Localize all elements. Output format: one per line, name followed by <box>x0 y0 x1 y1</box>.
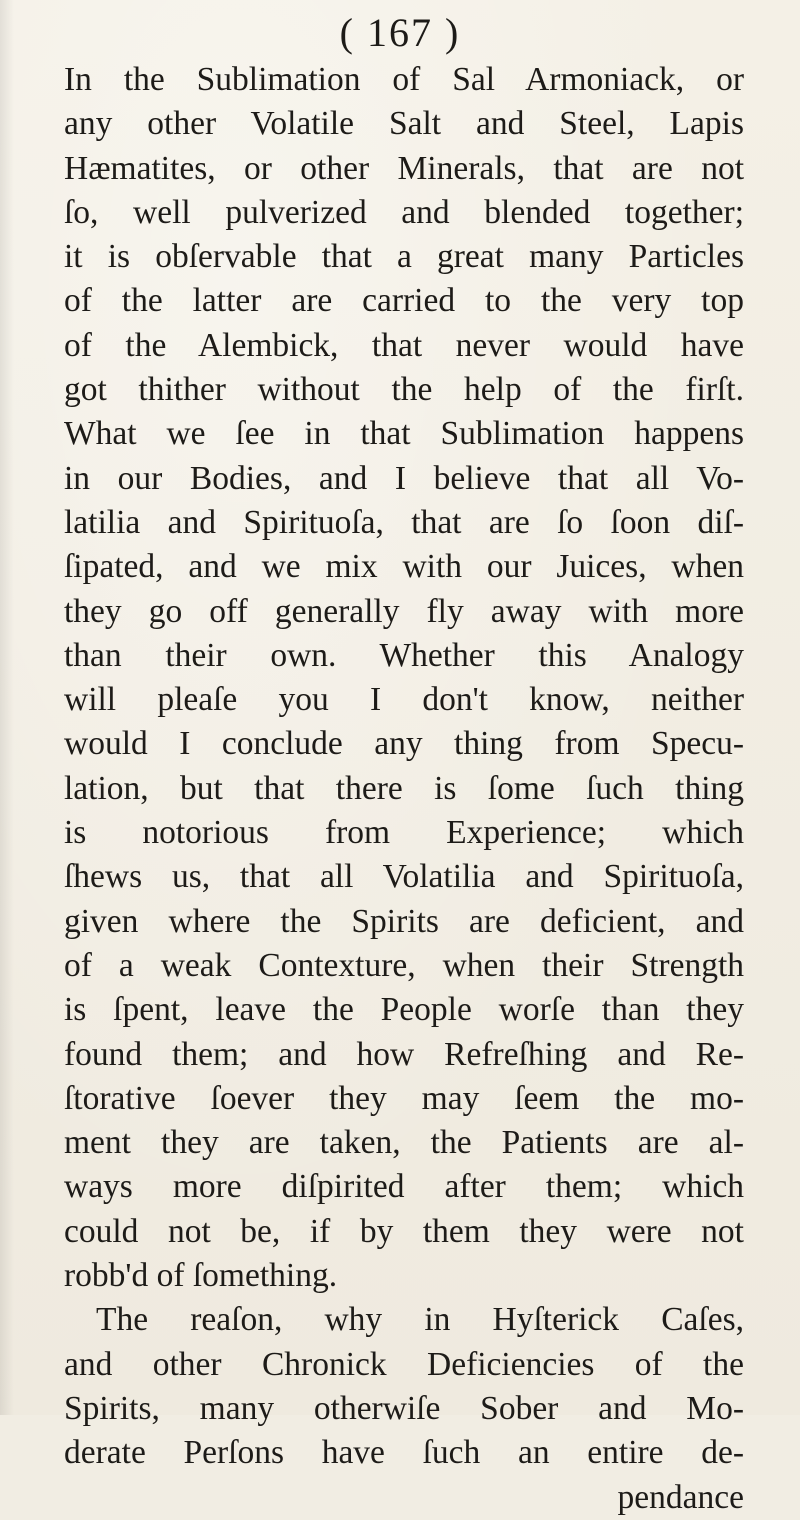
text-line: of the latter are carried to the very top <box>64 282 744 320</box>
text-line: would I conclude any thing from Specu- <box>64 725 744 763</box>
text-line: ſo, well pulverized and blended together; <box>64 193 744 231</box>
text-line: latilia and Spirituoſa, that are ſo ſoon diſ- <box>64 503 744 541</box>
text-line: ſhews us, that all Volatilia and Spirituoſa, <box>64 858 744 896</box>
text-line: of the Alembick, that never would have <box>64 326 744 364</box>
text-line: ſipated, and we mix with our Juices, when <box>64 548 744 586</box>
page-number: ( 167 ) <box>339 10 461 55</box>
text-line: found them; and how Refreſhing and Re- <box>64 1035 744 1073</box>
text-line: What we ſee in that Sublimation happens <box>64 415 744 453</box>
body-text <box>64 58 744 1520</box>
text-line: in our Bodies, and I believe that all Vo- <box>64 459 744 497</box>
text-line: given where the Spirits are deficient, and <box>64 902 744 940</box>
text-line: The reaſon, why in Hyſterick Caſes, <box>96 1301 744 1339</box>
text-line: it is obſervable that a great many Particles <box>64 238 744 276</box>
text-line: could not be, if by them they were not <box>64 1212 744 1250</box>
text-line: Hæmatites, or other Minerals, that are not <box>64 149 744 187</box>
text-line: In the Sublimation of Sal Armoniack, or <box>64 61 744 98</box>
text-line: ment they are taken, the Patients are al- <box>64 1124 744 1162</box>
text-line: lation, but that there is ſome ſuch thing <box>64 769 744 807</box>
text-line: any other Volatile Salt and Steel, Lapis <box>64 105 744 143</box>
text-line: Spirits, many otherwiſe Sober and Mo- <box>64 1389 744 1427</box>
text-line: than their own. Whether this Analogy <box>64 636 744 674</box>
text-line: and other Chronick Deficiencies of the <box>64 1345 744 1383</box>
text-line: got thither without the help of the firſt. <box>64 371 744 409</box>
text-line: is ſpent, leave the People worſe than they <box>64 991 744 1029</box>
text-line: is notorious from Experience; which <box>64 814 744 852</box>
text-line: they go off generally fly away with more <box>64 592 744 630</box>
binding-shadow <box>0 0 14 1415</box>
text-line: ſtorative ſoever they may ſeem the mo- <box>64 1079 744 1117</box>
text-line: ways more diſpirited after them; which <box>64 1168 744 1206</box>
catchword: pendance <box>617 1478 744 1516</box>
text-line: will pleaſe you I don't know, neither <box>64 681 744 719</box>
text-line: robb'd of ſomething. <box>64 1257 338 1295</box>
text-line: of a weak Contexture, when their Strength <box>64 946 744 984</box>
text-line: derate Perſons have ſuch an entire de- <box>64 1434 744 1472</box>
